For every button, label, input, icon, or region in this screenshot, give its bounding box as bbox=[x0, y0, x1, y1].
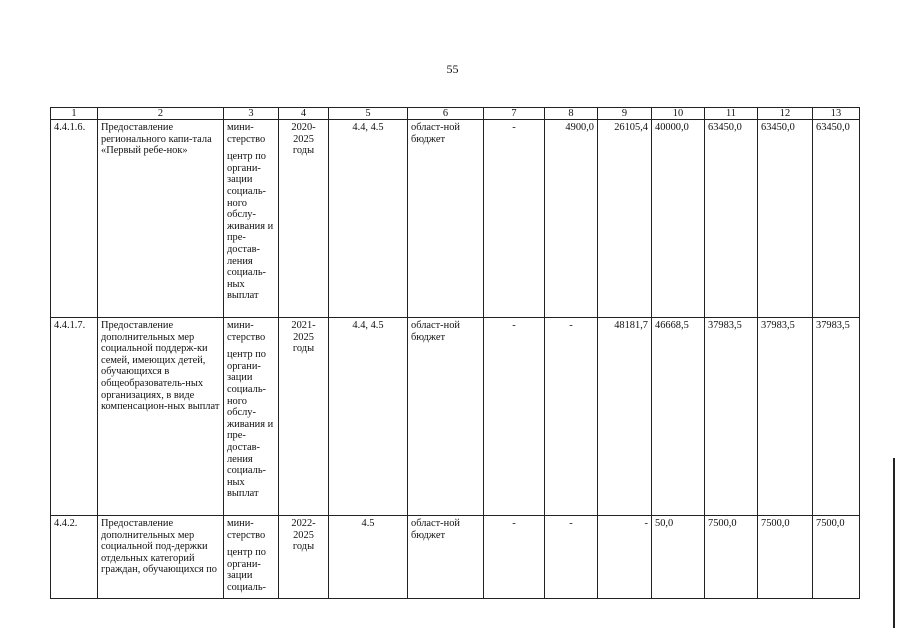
header-cell: 2 bbox=[98, 108, 224, 120]
item-period: 2020-2025 годы bbox=[279, 120, 329, 318]
table-row bbox=[51, 516, 860, 599]
item-indicators: 4.4, 4.5 bbox=[329, 318, 408, 516]
executor-ministry: мини-стерство bbox=[227, 122, 266, 145]
program-table bbox=[50, 107, 860, 599]
value-cell: 50,0 bbox=[652, 516, 705, 599]
header-cell: 7 bbox=[484, 108, 545, 120]
executor-center: центр по органи-зации социаль-ного обслу-живания и пре-достав-ления социаль-ных выплат bbox=[227, 349, 274, 500]
value-cell: 4900,0 bbox=[545, 120, 598, 318]
item-period: 2022-2025 годы bbox=[279, 516, 329, 599]
item-source: област-ной бюджет bbox=[408, 120, 484, 318]
item-code: 4.4.2. bbox=[51, 516, 98, 599]
table-row bbox=[51, 318, 860, 516]
item-name: Предоставление дополнительных мер социальной поддерж-ки семей, имеющих детей, обучающихся в общеобразователь-ных организациях, в виде компенсацион-ных выплат bbox=[98, 318, 224, 516]
value-cell: 40000,0 bbox=[652, 120, 705, 318]
value-cell: 7500,0 bbox=[758, 516, 813, 599]
header-cell: 8 bbox=[545, 108, 598, 120]
value-cell: 37983,5 bbox=[813, 318, 860, 516]
header-cell: 6 bbox=[408, 108, 484, 120]
value-cell: 48181,7 bbox=[598, 318, 652, 516]
executor-center: центр по органи-зации социаль-ного обслу-живания и пре-достав-ления социаль-ных выплат bbox=[227, 151, 274, 302]
value-cell: - bbox=[545, 318, 598, 516]
header-cell: 4 bbox=[279, 108, 329, 120]
item-executor bbox=[224, 318, 279, 516]
value-cell: 7500,0 bbox=[705, 516, 758, 599]
item-code: 4.4.1.6. bbox=[51, 120, 98, 318]
value-cell: - bbox=[484, 120, 545, 318]
value-cell: 7500,0 bbox=[813, 516, 860, 599]
executor-center: центр по органи-зации социаль- bbox=[227, 547, 267, 593]
value-cell: 26105,4 bbox=[598, 120, 652, 318]
header-cell: 1 bbox=[51, 108, 98, 120]
item-source: област-ной бюджет bbox=[408, 516, 484, 599]
page-number: 55 bbox=[446, 62, 459, 76]
item-source: област-ной бюджет bbox=[408, 318, 484, 516]
item-executor bbox=[224, 516, 279, 599]
header-cell: 12 bbox=[758, 108, 813, 120]
value-cell: - bbox=[598, 516, 652, 599]
header-cell: 11 bbox=[705, 108, 758, 120]
value-cell: - bbox=[545, 516, 598, 599]
item-name: Предоставление регионального капи-тала «Первый ребе-нок» bbox=[98, 120, 224, 318]
table-header-row bbox=[51, 108, 860, 120]
header-cell: 13 bbox=[813, 108, 860, 120]
executor-ministry: мини-стерство bbox=[227, 518, 266, 541]
value-cell: 63450,0 bbox=[705, 120, 758, 318]
header-cell: 3 bbox=[224, 108, 279, 120]
value-cell: 37983,5 bbox=[758, 318, 813, 516]
header-cell: 5 bbox=[329, 108, 408, 120]
item-indicators: 4.4, 4.5 bbox=[329, 120, 408, 318]
header-cell: 10 bbox=[652, 108, 705, 120]
value-cell: 37983,5 bbox=[705, 318, 758, 516]
header-cell: 9 bbox=[598, 108, 652, 120]
table-row bbox=[51, 120, 860, 318]
value-cell: - bbox=[484, 318, 545, 516]
item-name: Предоставление дополнительных мер социальной под-держки отдельных категорий граждан, обучающихся по bbox=[98, 516, 224, 599]
item-executor bbox=[224, 120, 279, 318]
value-cell: - bbox=[484, 516, 545, 599]
item-code: 4.4.1.7. bbox=[51, 318, 98, 516]
value-cell: 46668,5 bbox=[652, 318, 705, 516]
value-cell: 63450,0 bbox=[758, 120, 813, 318]
item-period: 2021-2025 годы bbox=[279, 318, 329, 516]
margin-bar bbox=[893, 458, 895, 628]
executor-ministry: мини-стерство bbox=[227, 320, 266, 343]
value-cell: 63450,0 bbox=[813, 120, 860, 318]
item-indicators: 4.5 bbox=[329, 516, 408, 599]
